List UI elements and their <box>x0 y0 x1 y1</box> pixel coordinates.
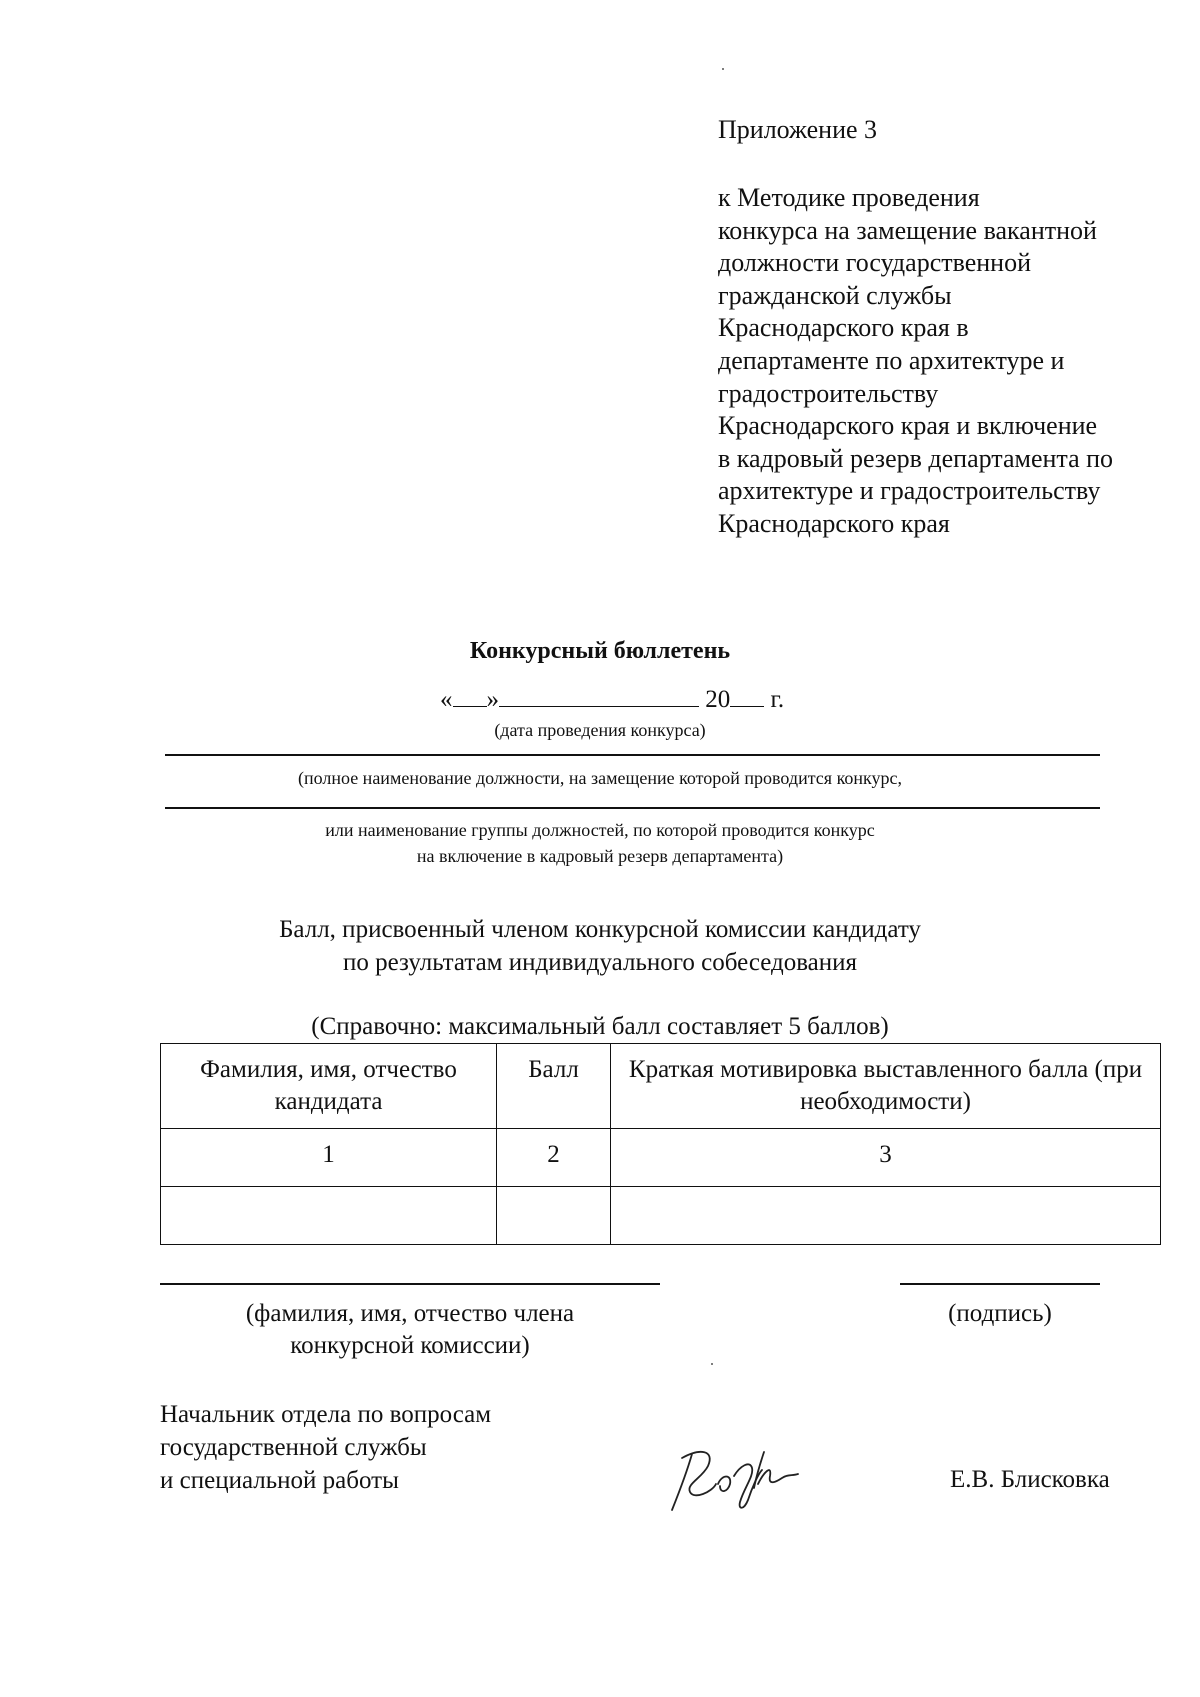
score-line-1: Балл, присвоенный членом конкурсной комиссии кандидату <box>279 916 921 943</box>
position-blank-line <box>165 754 1100 756</box>
column-number-3: 3 <box>611 1129 1161 1187</box>
appendix-line: должности государственной <box>718 248 1032 278</box>
appendix-line: гражданской службы <box>718 280 952 310</box>
year-blank <box>730 684 764 707</box>
date-caption: (дата проведения конкурса) <box>494 720 706 740</box>
member-name-line <box>160 1283 660 1285</box>
day-blank <box>453 684 487 707</box>
member-caption-line-1: (фамилия, имя, отчество члена <box>245 1300 575 1327</box>
signature-caption: (подпись) <box>948 1300 1052 1327</box>
table-row <box>161 1187 1161 1245</box>
footer-position-line: Начальник отдела по вопросам <box>160 1401 492 1428</box>
header-candidate-name: Фамилия, имя, отчество кандидата <box>161 1044 497 1129</box>
table-header-row <box>161 1044 1161 1129</box>
appendix-line: в кадровый резерв департамента по <box>718 443 1114 473</box>
table-cell-candidate <box>161 1187 497 1245</box>
score-table <box>160 1043 1161 1245</box>
footer-position <box>160 1398 491 1497</box>
position-caption-3: на включение в кадровый резерв департамента) <box>416 846 784 866</box>
table-cell-score <box>497 1187 611 1245</box>
position-caption-1: (полное наименование должности, на замещение которой проводится конкурс, <box>297 768 903 788</box>
scan-speck <box>722 68 724 70</box>
bulletin-title: Конкурсный бюллетень <box>469 638 731 664</box>
column-number-2: 2 <box>497 1129 611 1187</box>
table-cell-motivation <box>611 1187 1161 1245</box>
appendix-body <box>718 182 1188 541</box>
footer-name: Е.В. Блисковка <box>950 1466 1110 1493</box>
column-number-1: 1 <box>161 1129 497 1187</box>
score-line-2: по результатам индивидуального собеседования <box>342 949 858 976</box>
header-score: Балл <box>497 1044 611 1129</box>
month-blank <box>499 684 699 707</box>
appendix-title: Приложение 3 <box>718 115 878 144</box>
scan-speck <box>711 1363 713 1365</box>
member-caption <box>160 1298 660 1362</box>
signature-line <box>900 1283 1100 1285</box>
appendix-line: департаменте по архитектуре и <box>718 345 1065 375</box>
date-suffix: г. <box>770 686 785 713</box>
score-note: (Справочно: максимальный балл составляет 5 баллов) <box>311 1013 889 1040</box>
appendix-line: к Методике проведения <box>718 183 980 212</box>
appendix-line: архитектуре и градостроительству <box>718 476 1101 506</box>
appendix-line: Краснодарского края <box>718 508 950 538</box>
appendix-line: градостроительству <box>718 378 939 408</box>
date-row <box>440 684 784 714</box>
appendix-line: Краснодарского края и включение <box>718 411 1098 441</box>
table-number-row <box>161 1129 1161 1187</box>
position-caption-2: или наименование группы должностей, по которой проводится конкурс <box>325 820 875 840</box>
date-open-quote: « <box>440 686 453 713</box>
date-close-quote: » <box>486 686 499 713</box>
header-motivation: Краткая мотивировка выставленного балла (при необходимости) <box>611 1044 1161 1129</box>
member-caption-line-2: конкурсной комиссии) <box>290 1332 530 1359</box>
footer-position-line: и специальной работы <box>160 1467 399 1494</box>
handwritten-signature <box>660 1440 810 1520</box>
footer-position-line: государственной службы <box>160 1434 427 1461</box>
appendix-line: Краснодарского края в <box>718 313 969 343</box>
appendix-line: конкурса на замещение вакантной <box>718 215 1097 245</box>
date-year-prefix: 20 <box>705 686 731 713</box>
position-blank-line <box>165 807 1100 809</box>
